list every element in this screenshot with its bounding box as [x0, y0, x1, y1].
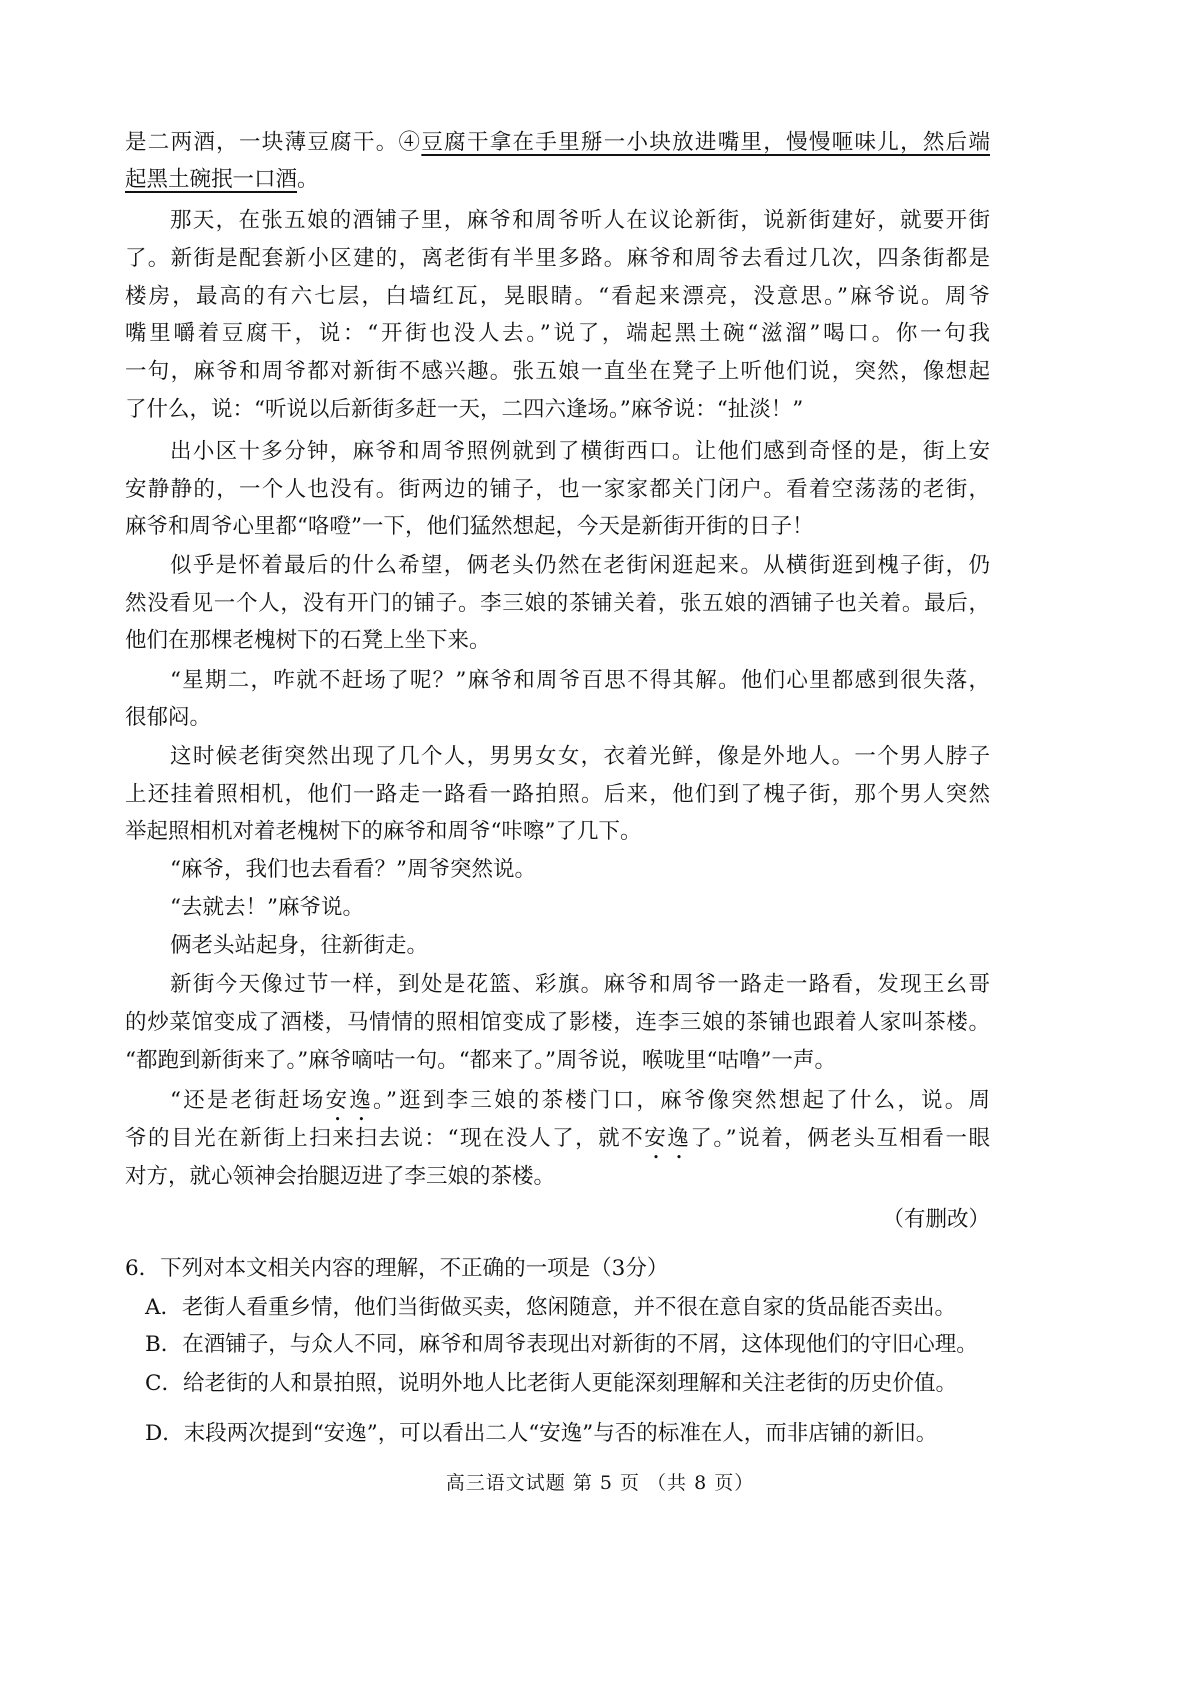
text-line	[125, 1162, 990, 1192]
text-segment: 那天，在张五娘的酒铺子里，麻爷和周爷听人在议论新街，说新街建好，就要开街	[170, 208, 990, 233]
emphasized-word: 安逸	[325, 1088, 373, 1113]
text-line	[125, 1008, 990, 1038]
text-line	[125, 626, 990, 656]
text-line	[170, 551, 990, 581]
text-segment: 一句，麻爷和周爷都对新街不感兴趣。张五娘一直坐在凳子上听他们说，突然，像想起	[125, 359, 990, 384]
text-line	[125, 512, 990, 542]
text-line	[125, 817, 990, 847]
text-line	[170, 931, 990, 961]
text-segment: 的炒菜馆变成了酒楼，马情情的照相馆变成了影楼，连李三娘的茶铺也跟着人家叫茶楼。	[125, 1010, 990, 1035]
text-line	[125, 128, 990, 158]
text-line	[170, 437, 990, 467]
text-segment: 麻爷和周爷心里都“咯噔”一下，他们猛然想起，今天是新街开街的日子！	[125, 514, 814, 539]
underlined-sentence: 起黑土碗抿一口酒	[125, 167, 298, 192]
text-line	[125, 244, 990, 274]
emphasized-word: 安逸	[644, 1126, 691, 1151]
text-line	[170, 893, 990, 923]
text-segment: 了。”说着，俩老头互相看一眼	[690, 1126, 990, 1151]
text-line	[170, 666, 990, 696]
text-segment: 上还挂着照相机，他们一路走一路看一路拍照。后来，他们到了槐子街，那个男人突然	[125, 782, 990, 807]
text-segment: 俩老头站起身，往新街走。	[170, 933, 429, 958]
option-c: C．给老街的人和景拍照，说明外地人比老街人更能深刻理解和关注老街的历史价值。	[145, 1371, 957, 1396]
text-line	[125, 282, 990, 312]
text-line	[125, 780, 990, 810]
text-segment: 新街今天像过节一样，到处是花篮、彩旗。麻爷和周爷一路走一路看，发现王幺哥	[170, 972, 990, 997]
text-segment: 爷的目光在新街上扫来扫去说：“现在没人了，就不	[125, 1126, 645, 1151]
text-segment: “都跑到新街来了。”麻爷嘀咕一句。“都来了。”周爷说，喉咙里“咕噜”一声。	[125, 1048, 836, 1073]
question-stem: 6．下列对本文相关内容的理解，不正确的一项是（3分）	[125, 1256, 669, 1281]
text-line	[125, 1046, 990, 1076]
option-d: D．末段两次提到“安逸”，可以看出二人“安逸”与否的标准在人，而非店铺的新旧。	[145, 1421, 938, 1446]
text-segment: 。	[297, 167, 319, 192]
text-segment: 似乎是怀着最后的什么希望，俩老头仍然在老街闲逛起来。从横街逛到槐子街，仍	[170, 553, 990, 578]
text-segment: 这时候老街突然出现了几个人，男男女女，衣着光鲜，像是外地人。一个男人脖子	[170, 744, 990, 769]
page-footer: 高三语文试题 第 5 页 （共 8 页）	[445, 1472, 755, 1494]
text-segment: 然没看见一个人，没有开门的铺子。李三娘的茶铺关着，张五娘的酒铺子也关着。最后，	[125, 591, 990, 616]
option-b: B．在酒铺子，与众人不同，麻爷和周爷表现出对新街的不屑，这体现他们的守旧心理。	[145, 1332, 978, 1357]
text-line	[170, 970, 990, 1000]
text-segment: 安静静的，一个人也没有。街两边的铺子，也一家家都关门闭户。看着空荡荡的老街，	[125, 477, 990, 502]
text-line	[125, 319, 990, 349]
text-segment: “星期二，咋就不赶场了呢？”麻爷和周爷百思不得其解。他们心里都感到很失落，	[170, 668, 990, 693]
underlined-sentence: 豆腐干拿在手里掰一小块放进嘴里，慢慢咂味儿，然后端	[421, 130, 990, 155]
text-segment: 了。新街是配套新小区建的，离老街有半里多路。麻爷和周爷去看过几次，四条街都是	[125, 246, 990, 271]
text-segment: 嘴里嚼着豆腐干，说：“开街也没人去。”说了，端起黑土碗“滋溜”喝口。你一句我	[125, 321, 990, 346]
text-line	[125, 475, 990, 505]
text-segment: “麻爷，我们也去看看？”周爷突然说。	[170, 857, 536, 882]
text-segment: 很郁闷。	[125, 705, 212, 730]
text-segment: 举起照相机对着老槐树下的麻爷和周爷“咔嚓”了几下。	[125, 819, 642, 844]
text-segment: 对方，就心领神会抬腿迈进了李三娘的茶楼。	[125, 1164, 556, 1189]
option-a: A．老街人看重乡情，他们当街做买卖，悠闲随意，并不很在意自家的货品能否卖出。	[145, 1295, 957, 1320]
text-line	[125, 357, 990, 387]
text-segment: 他们在那棵老槐树下的石凳上坐下来。	[125, 628, 491, 653]
text-segment: 是二两酒，一块薄豆腐干。④	[125, 130, 422, 155]
text-segment: 出小区十多分钟，麻爷和周爷照例就到了横街西口。让他们感到奇怪的是，街上安	[170, 439, 990, 464]
text-segment: 。”逛到李三娘的茶楼门口，麻爷像突然想起了什么，说。周	[373, 1088, 990, 1113]
text-line	[170, 206, 990, 236]
text-line	[125, 395, 990, 425]
source-note: （有删改）	[882, 1207, 990, 1232]
text-segment: 楼房，最高的有六七层，白墙红瓦，晃眼睛。“看起来漂亮，没意思。”麻爷说。周爷	[125, 284, 990, 309]
text-line	[125, 165, 990, 195]
text-line	[125, 589, 990, 619]
text-line	[170, 855, 990, 885]
text-line	[125, 703, 990, 733]
text-line	[170, 742, 990, 772]
text-segment: 了什么，说：“听说以后新街多赶一天，二四六逢场。”麻爷说：“扯淡！”	[125, 397, 804, 422]
text-segment: “还是老街赶场	[170, 1088, 326, 1113]
text-line	[170, 1086, 990, 1126]
text-segment: “去就去！”麻爷说。	[170, 895, 364, 920]
text-line	[125, 1124, 990, 1164]
